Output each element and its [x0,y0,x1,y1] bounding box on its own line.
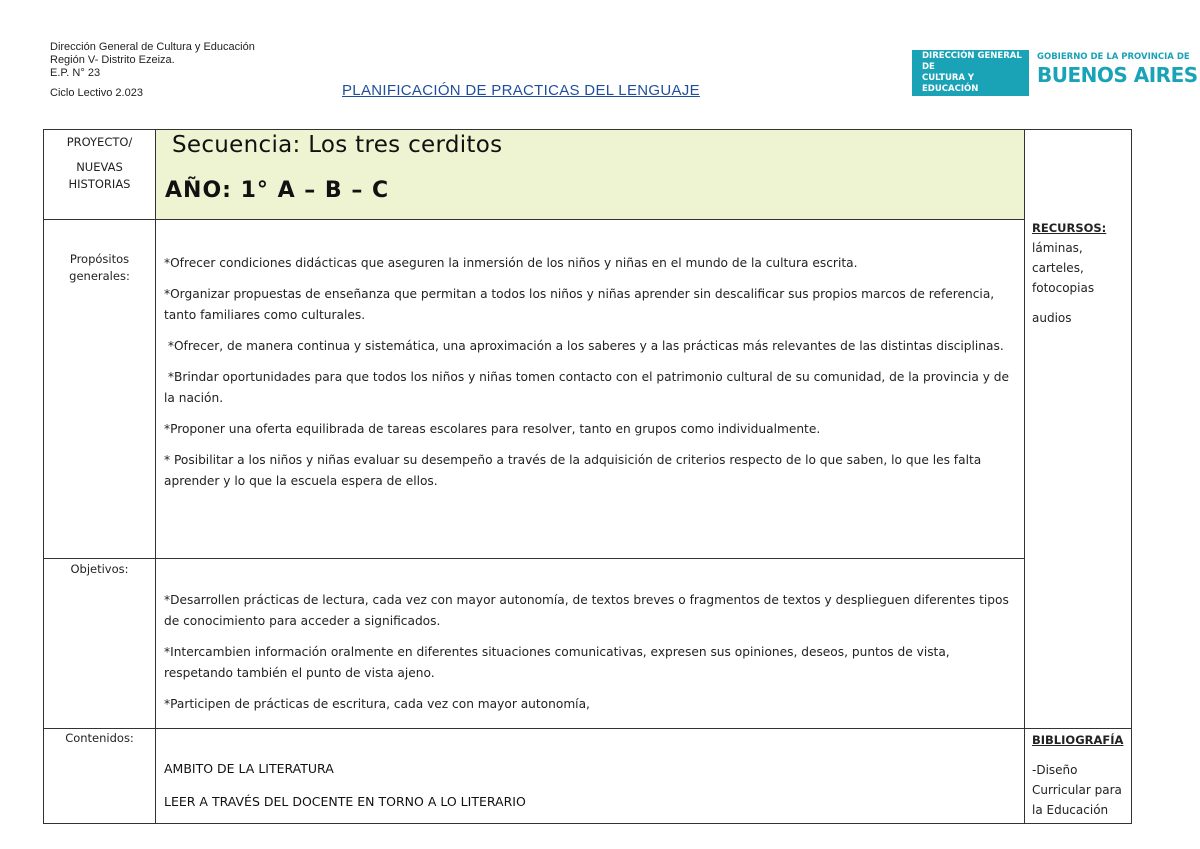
purpose-item: *Brindar oportunidades para que todos los niños y niñas tomen contacto con el patrimonio cultural de su comunidad, de la provincia y de la nación. [164,370,1013,405]
province-logo-line-2: BUENOS AIRES [1037,63,1198,87]
row-divider-objectives [44,728,1131,729]
row-divider-project [44,219,1025,220]
objectives-label: Objetivos: [70,562,129,576]
project-label-line-3: HISTORIAS [68,177,131,191]
resource-item: fotocopias [1032,281,1095,295]
objective-item: *Intercambien información oralmente en diferentes situaciones comunicativas, expresen sus opiniones, deseos, puntos de vista, respetando también el punto de vista ajeno. [164,645,950,680]
bibliography-line-1: -Diseño [1032,763,1078,777]
literature-ambit: AMBITO DE LA LITERATURA [164,761,334,776]
purpose-item: *Organizar propuestas de enseñanza que permitan a todos los niños y niñas aprender sin descalificar sus propios marcos de referencia, tanto familiares como culturales. [164,287,995,322]
province-logo-line-1: GOBIERNO DE LA PROVINCIA DE [1037,52,1190,62]
purpose-item: *Proponer una oferta equilibrada de tareas escolares para resolver, tanto en grupos como individualmente. [164,422,821,436]
bibliography-line-2: Curricular para [1032,783,1122,797]
school-year: Ciclo Lectivo 2.023 [50,87,143,99]
bibliography-panel [1032,730,1127,820]
reading-subtitle: LEER A TRAVÉS DEL DOCENTE EN TORNO A LO LITERARIO [164,794,526,809]
objective-item: *Desarrollen prácticas de lectura, cada vez con mayor autonomía, de textos breves o fragmentos de textos y desplieguen diferentes tipos de conocimiento para acceder a significados. [164,593,1009,628]
resource-item: audios [1032,311,1072,325]
resource-item: carteles, [1032,261,1084,275]
project-label-line-1: PROYECTO/ [66,135,133,149]
dgce-logo [912,50,1029,96]
dgce-logo-line-2: CULTURA Y EDUCACIÓN [922,73,979,94]
column-divider-left [155,130,156,823]
purpose-item: * Posibilitar a los niños y niñas evaluar su desempeño a través de la adquisición de criterios respecto de lo que saben, lo que les falta aprender y lo que la escuela espera de ellos. [164,453,982,488]
objectives-list [164,590,1014,725]
institution-header [50,41,255,80]
resource-item: láminas, [1032,241,1083,255]
institution-line-3: E.P. N° 23 [50,67,101,79]
bibliography-line-3: la Educación [1032,803,1109,817]
institution-line-1: Dirección General de Cultura y Educación [50,41,255,53]
document-title: PLANIFICACIÓN DE PRACTICAS DEL LENGUAJE [342,82,700,99]
institution-line-2: Región V- Distrito Ezeiza. [50,54,175,66]
column-divider-right [1024,130,1025,823]
purpose-item: *Ofrecer, de manera continua y sistemática, una aproximación a los saberes y a las prácticas más relevantes de las distintas disciplinas. [164,339,1004,353]
dgce-logo-line-1: DIRECCIÓN GENERAL DE [922,51,1022,72]
bibliography-title: BIBLIOGRAFÍA [1032,733,1124,747]
resources-title: RECURSOS: [1032,221,1107,235]
purposes-label-line-2: generales: [69,269,130,283]
province-logo [1037,52,1198,87]
purposes-label-line-1: Propósitos [69,252,130,266]
purpose-item: *Ofrecer condiciones didácticas que aseguren la inmersión de los niños y niñas en el mundo de la cultura escrita. [164,256,858,270]
contents-label: Contenidos: [65,731,134,745]
project-label-line-2: NUEVAS [76,160,123,174]
purposes-label [44,251,155,285]
project-label [44,134,155,193]
resources-panel [1032,218,1127,328]
course-year: AÑO: 1° A – B – C [165,178,390,203]
objective-item: *Participen de prácticas de escritura, cada vez con mayor autonomía, [164,697,590,711]
planning-table [43,129,1132,824]
purposes-list [164,253,1014,502]
sequence-title: Secuencia: Los tres cerditos [172,132,503,158]
row-divider-purposes [44,558,1025,559]
